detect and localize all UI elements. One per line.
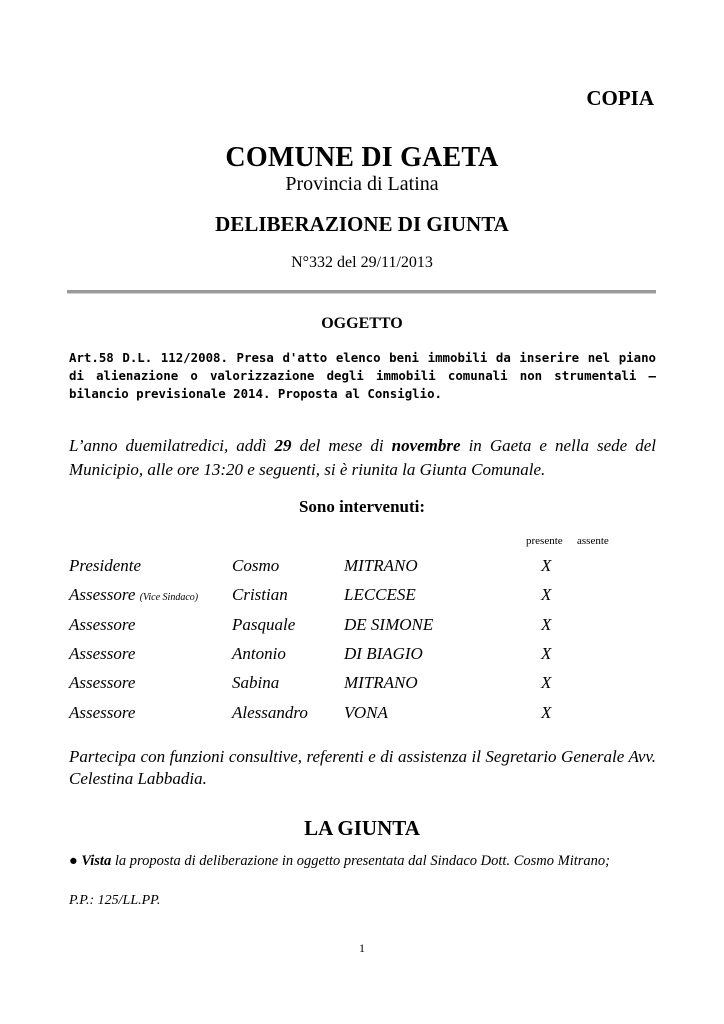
intro-paragraph [69, 434, 656, 482]
comune-title: COMUNE DI GAETA [225, 142, 499, 173]
attendance-row [0, 644, 724, 666]
member-first-name: Alessandro [232, 703, 308, 722]
member-role: Presidente [69, 556, 142, 575]
member-last-name: MITRANO [344, 556, 418, 575]
la-giunta-heading: LA GIUNTA [304, 816, 420, 840]
attendance-row [0, 703, 724, 725]
page-number: 1 [359, 941, 365, 955]
provincia-subtitle: Provincia di Latina [285, 173, 439, 195]
member-role-note: (Vice Sindaco) [139, 592, 199, 603]
copia-label: COPIA [586, 86, 654, 110]
member-role: Assessore [69, 615, 136, 634]
intro-part2: del mese di [291, 436, 392, 455]
presente-mark: X [541, 673, 552, 692]
attendance-row [0, 585, 724, 607]
presente-mark: X [541, 644, 552, 663]
member-last-name: DI BIAGIO [344, 644, 423, 663]
member-first-name: Cristian [232, 585, 288, 604]
member-role: Assessore [69, 673, 136, 692]
partecipa-paragraph: Partecipa con funzioni consultive, referenti e di assistenza il Segretario Generale Avv. Celestina Labbadia. [69, 747, 656, 788]
column-header-assente: assente [577, 535, 609, 547]
attendance-row [0, 556, 724, 578]
member-last-name: DE SIMONE [344, 615, 434, 634]
vista-line [69, 853, 610, 870]
column-header-presente: presente [526, 535, 563, 547]
presente-mark: X [541, 615, 552, 634]
attendance-row [0, 673, 724, 695]
presente-mark: X [541, 585, 552, 604]
presente-mark: X [541, 703, 552, 722]
attendance-heading: Sono intervenuti: [298, 497, 426, 516]
deliberazione-heading: DELIBERAZIONE DI GIUNTA [215, 212, 509, 236]
member-last-name: VONA [344, 703, 388, 722]
intro-part3: in Gaeta e nella sede del Municipio, alle ore 13:20 e seguenti, si è riunita la Giunta Comunale. [69, 436, 656, 479]
member-role: Assessore [69, 703, 136, 722]
presente-mark: X [541, 556, 552, 575]
header-divider [67, 290, 656, 294]
bullet-icon: ● [69, 853, 78, 869]
intro-day: 29 [274, 436, 292, 455]
member-role: Assessore (Vice Sindaco) [69, 585, 199, 604]
deliberazione-number: N°332 del 29/11/2013 [291, 254, 433, 271]
oggetto-text: Art.58 D.L. 112/2008. Presa d'atto elenco beni immobili da inserire nel piano di alienazione o valorizzazione degli immobili comunali non strumentali – bilancio previsionale 2014. Proposta al Consiglio. [69, 350, 656, 401]
member-role: Assessore [69, 644, 136, 663]
member-last-name: LECCESE [344, 585, 416, 604]
intro-part1: L’anno duemilatredici, addì [69, 436, 275, 455]
attendance-row [0, 615, 724, 637]
member-first-name: Cosmo [232, 556, 280, 575]
member-last-name: MITRANO [344, 673, 418, 692]
member-first-name: Antonio [232, 644, 286, 663]
pp-reference: P.P.: 125/LL.PP. [69, 893, 161, 908]
vista-label: Vista [81, 853, 112, 869]
vista-text: la proposta di deliberazione in oggetto presentata dal Sindaco Dott. Cosmo Mitrano; [111, 853, 610, 869]
intro-month: novembre [391, 436, 461, 455]
oggetto-heading: OGGETTO [321, 315, 403, 332]
member-first-name: Sabina [232, 673, 280, 692]
member-first-name: Pasquale [232, 615, 296, 634]
